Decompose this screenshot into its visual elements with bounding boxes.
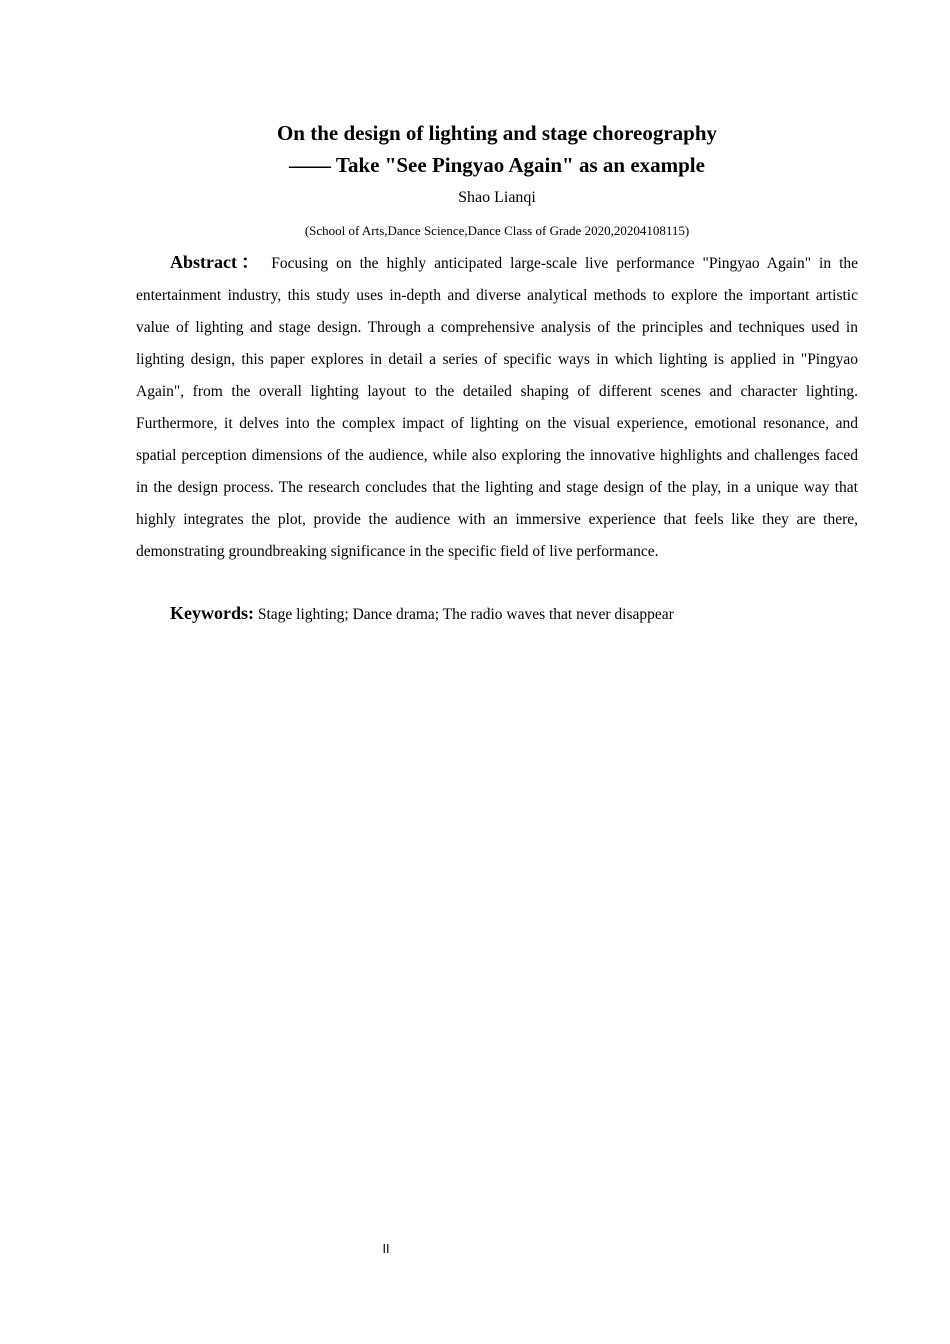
keywords-text: Stage lighting; Dance drama; The radio waves that never disappear: [257, 606, 674, 623]
author-affiliation: (School of Arts,Dance Science,Dance Class of Grade 2020,20204108115): [304, 223, 690, 238]
abstract-paragraph: [136, 246, 858, 568]
author-name: Shao Lianqi: [458, 189, 536, 206]
paper-title: On the design of lighting and stage choreography: [276, 121, 718, 145]
abstract-label: Abstract：: [170, 252, 264, 272]
page-number: II: [382, 1242, 390, 1256]
abstract-text: Focusing on the highly anticipated large-scale live performance "Pingyao Again" in the entertainment industry, this study uses in-depth and diverse analytical methods to explore the important artistic value of lighting and stage design. Through a comprehensive analysis of the principles and techniques used in lighting design, this paper explores in detail a series of specific ways in which lighting is applied in "Pingyao Again", from the overall lighting layout to the detailed shaping of different scenes and character lighting. Furthermore, it delves into the complex impact of lighting on the visual experience, emotional resonance, and spatial perception dimensions of the audience, while also exploring the innovative highlights and challenges faced in the design process. The research concludes that the lighting and stage design of the play, in a unique way that highly integrates the plot, provide the audience with an immersive experience that feels like they are there, demonstrating groundbreaking significance in the specific field of live performance.: [136, 255, 859, 560]
keywords-label: Keywords:: [170, 603, 254, 623]
paper-subtitle: —— Take "See Pingyao Again" as an example: [289, 153, 705, 177]
keywords-paragraph: [136, 597, 858, 631]
